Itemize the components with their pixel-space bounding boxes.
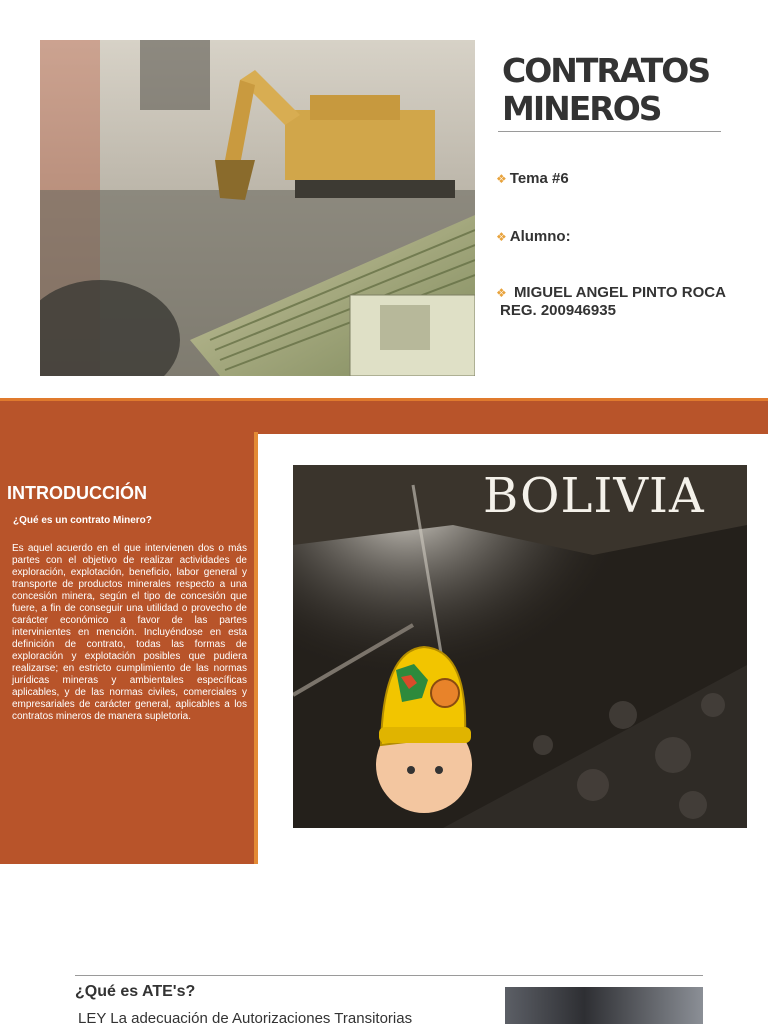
ate-title: ¿Qué es ATE's?	[75, 983, 196, 1000]
tema-label: Tema #6	[509, 170, 569, 187]
diamond-bullet-icon: ❖	[496, 286, 507, 300]
alumno-label: Alumno:	[509, 228, 571, 245]
bullet-student	[496, 284, 726, 320]
presentation-title	[502, 52, 732, 128]
intro-question: ¿Qué es un contrato Minero?	[13, 515, 152, 526]
title-line-1: CONTRATOS	[502, 51, 710, 90]
intro-paragraph: Es aquel acuerdo en el que intervienen dos o más partes con el objetivo de realizar actividades de exploración, explotación, beneficio, labor general y transporte de productos minerales respecto a una concesión minera, según el tipo de concesión que fuere, a fin de conseguir una utilidad o provecho de carácter económico a favor de las partes intervinientes en mención. Incluyéndose en esta definición de contrato, todas las formas de exploración y explotación posibles que pudiera realizarse; en estricto cumplimiento de las normas jurídicas mineras y ambientales específicas aplicables, y de las normas civiles, comerciales y empresariales de carácter general, aplicables a los contratos mineros de manera supletoria.	[12, 543, 247, 722]
slide-separator-band	[0, 398, 768, 434]
mining-collage-image	[40, 40, 475, 376]
bullet-alumno	[496, 228, 571, 246]
ate-text: LEY La adecuación de Autorizaciones Transitorias	[78, 1010, 413, 1027]
student-reg: REG. 200946935	[500, 302, 616, 319]
intro-title: INTRODUCCIÓN	[7, 483, 147, 503]
slide3-photo	[505, 987, 703, 1024]
bolivia-caption: BOLIVIA	[483, 468, 705, 524]
title-line-2: MINEROS	[502, 89, 661, 128]
student-name: MIGUEL ANGEL PINTO ROCA	[513, 284, 726, 301]
bullet-tema	[496, 170, 569, 188]
title-divider	[498, 131, 721, 132]
diamond-bullet-icon: ❖	[496, 172, 507, 186]
diamond-bullet-icon: ❖	[496, 230, 507, 244]
slide3-divider	[75, 975, 703, 976]
title-slide	[0, 0, 768, 400]
